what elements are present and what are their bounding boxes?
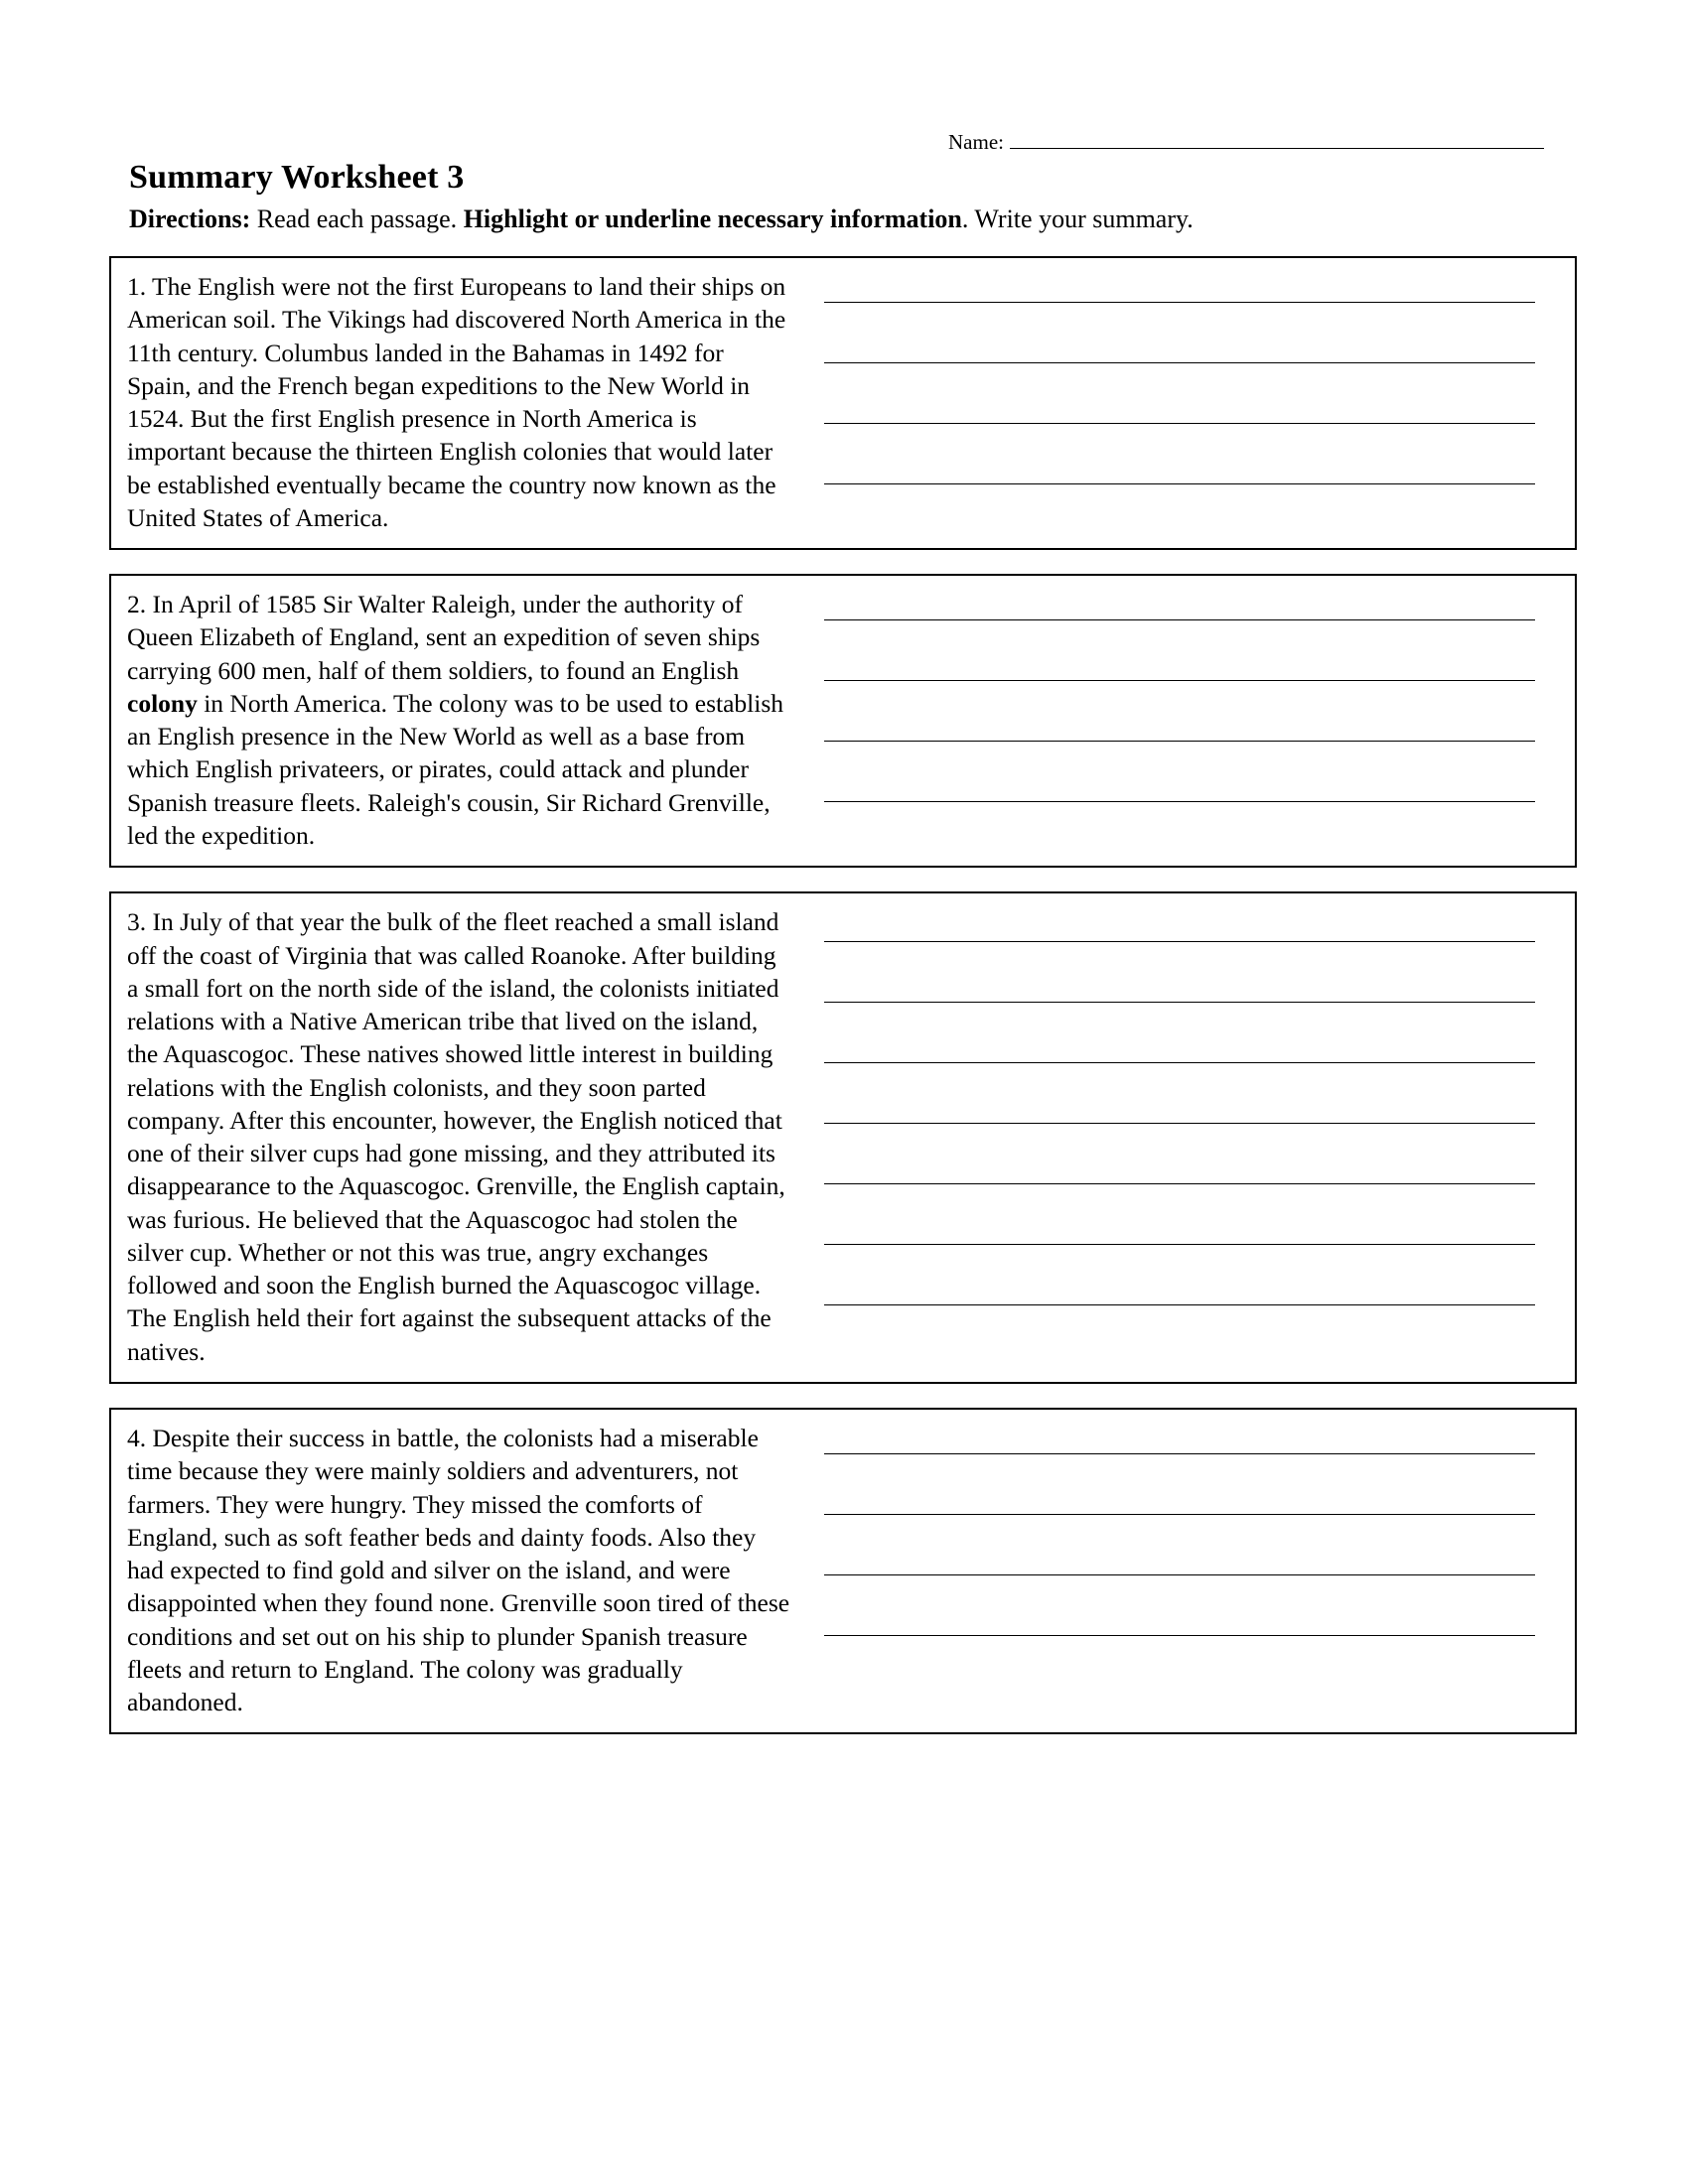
directions-part-1: Read each passage. <box>250 205 464 233</box>
answer-line[interactable] <box>824 741 1535 742</box>
question-list <box>109 256 1577 1758</box>
question-box-4 <box>109 1408 1577 1734</box>
answer-line[interactable] <box>824 1453 1535 1454</box>
directions-label: Directions: <box>129 205 251 233</box>
directions-emphasis: Highlight or underline necessary information <box>463 205 962 233</box>
answer-line[interactable] <box>824 1183 1535 1184</box>
answer-line[interactable] <box>824 1574 1535 1575</box>
answer-line[interactable] <box>824 362 1535 363</box>
answer-area-3[interactable] <box>806 893 1575 1382</box>
name-input-line[interactable] <box>1010 134 1544 149</box>
passage-text-3: 3. In July of that year the bulk of the fleet reached a small island off the coast of Virginia that was called Roanoke. After building a small fort on the north side of the island, the colonists initiated relations with a Native American tribe that lived on the island, the Aquascogoc. These natives showed little interest in building relations with the English colonists, and they soon parted company. After this encounter, however, the English noticed that one of their silver cups had gone missing, and they attributed its disappearance to the Aquascogoc. Grenville, the English captain, was furious. He believed that the Aquascogoc had stolen the silver cup. Whether or not this was true, angry exchanges followed and soon the English burned the Aquascogoc village. The English held their fort against the subsequent attacks of the natives. <box>127 907 785 1366</box>
answer-line[interactable] <box>824 1514 1535 1515</box>
answer-line[interactable] <box>824 1002 1535 1003</box>
passage-2-part-2: in North America. The colony was to be used to establish an English presence in the New World as well as a base from which English privateers, or pirates, could attack and plunder Spanish treasure fleets. Raleigh's cousin, Sir Richard Grenville, led the expedition. <box>127 688 784 850</box>
answer-line[interactable] <box>824 1304 1535 1305</box>
answer-area-2[interactable] <box>806 576 1575 866</box>
passage-2-part-1: 2. In April of 1585 Sir Walter Raleigh, under the authority of Queen Elizabeth of England, sent an expedition of seven ships carrying 600 men, half of them soldiers, to found an English <box>127 590 761 685</box>
answer-line[interactable] <box>824 680 1535 681</box>
answer-area-4[interactable] <box>806 1410 1575 1732</box>
question-box-3 <box>109 891 1577 1384</box>
page-title: Summary Worksheet 3 <box>129 159 465 196</box>
answer-line[interactable] <box>824 423 1535 424</box>
answer-line[interactable] <box>824 483 1535 484</box>
answer-line[interactable] <box>824 1123 1535 1124</box>
name-field-row <box>948 130 1544 155</box>
passage-text-4: 4. Despite their success in battle, the colonists had a miserable time because they were mainly soldiers and adventurers, not farmers. They were hungry. They missed the comforts of England, such as soft feather beds and dainty foods. Also they had expected to find gold and silver on the island, and were disappointed when they found none. Grenville soon tired of these conditions and set out on his ship to plunder Spanish treasure fleets and return to England. The colony was gradually abandoned. <box>127 1423 790 1717</box>
name-label: Name: <box>948 130 1004 154</box>
answer-line[interactable] <box>824 941 1535 942</box>
answer-line[interactable] <box>824 1244 1535 1245</box>
answer-line[interactable] <box>824 1635 1535 1636</box>
answer-line[interactable] <box>824 1062 1535 1063</box>
passage-text-1: 1. The English were not the first Europeans to land their ships on American soil. The Vikings had discovered North America in the 11th century. Columbus landed in the Bahamas in 1492 for Spain, and the French began expeditions to the New World in 1524. But the first English presence in North America is important because the thirteen English colonies that would later be established eventually became the country now known as the United States of America. <box>127 272 786 532</box>
answer-line[interactable] <box>824 801 1535 802</box>
answer-area-1[interactable] <box>806 258 1575 548</box>
question-box-1 <box>109 256 1577 550</box>
passage-2-keyword: colony <box>127 688 198 718</box>
directions-part-2: . Write your summary. <box>961 205 1194 233</box>
passage-text-2 <box>111 576 806 866</box>
answer-line[interactable] <box>824 302 1535 303</box>
directions-text <box>129 205 1559 234</box>
question-box-2 <box>109 574 1577 868</box>
answer-line[interactable] <box>824 619 1535 620</box>
